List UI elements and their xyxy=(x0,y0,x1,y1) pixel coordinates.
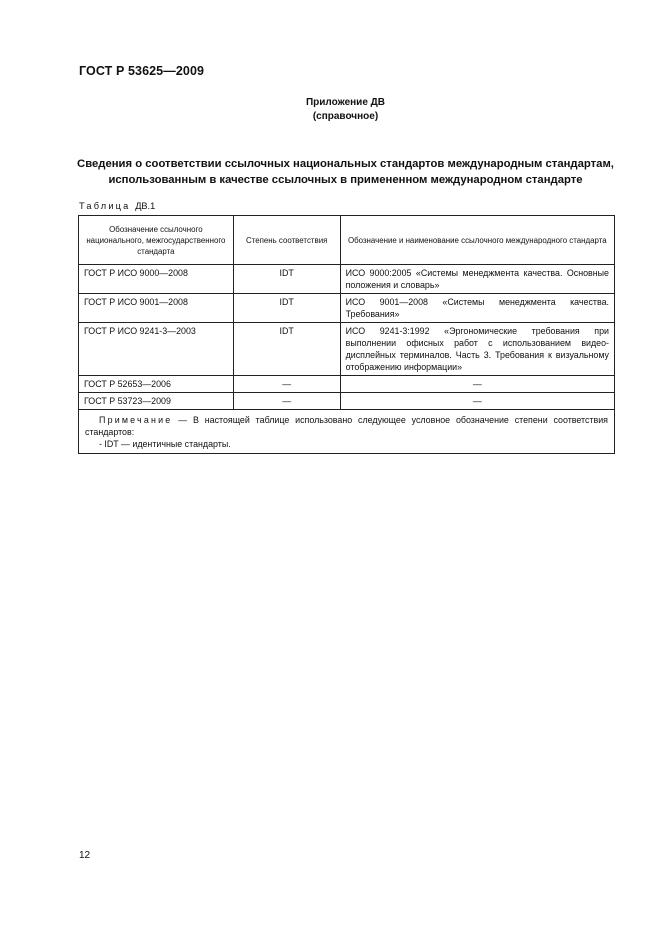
column-header-degree: Степень соответствия xyxy=(233,216,340,265)
note-item: - IDT — идентичные стандарты. xyxy=(99,439,231,449)
table-row xyxy=(79,323,615,376)
note-label: Примечание xyxy=(99,415,173,425)
section-title: Сведения о соответствии ссылочных национальных стандартов международным стандартам, использованным в качестве ссылочных в примененном международном стандарте xyxy=(77,158,614,186)
column-header-national: Обозначение ссылочного национального, межгосударственного стандарта xyxy=(79,216,234,265)
document-header: ГОСТ Р 53625—2009 xyxy=(79,64,205,78)
table-row xyxy=(79,376,615,393)
cell-national: ГОСТ Р 53723—2009 xyxy=(79,393,234,410)
table-note xyxy=(79,410,615,454)
table-note-row xyxy=(79,410,615,454)
table-row xyxy=(79,294,615,323)
cell-international: — xyxy=(340,393,614,410)
cell-degree: IDT xyxy=(233,265,340,294)
cell-national: ГОСТ Р ИСО 9001—2008 xyxy=(79,294,234,323)
table-caption-word: Таблица xyxy=(79,201,131,211)
table-caption-number: ДВ.1 xyxy=(135,201,156,211)
cell-international: ИСО 9000:2005 «Системы менеджмента качества. Основные положения и словарь» xyxy=(340,265,614,294)
correspondence-table xyxy=(78,215,615,454)
table-row xyxy=(79,393,615,410)
cell-international: — xyxy=(340,376,614,393)
page-number: 12 xyxy=(79,850,91,861)
cell-international: ИСО 9001—2008 «Системы менеджмента качества. Требования» xyxy=(340,294,614,323)
appendix-title: Приложение ДВ xyxy=(305,97,386,108)
cell-degree: — xyxy=(233,393,340,410)
table-caption xyxy=(79,201,155,211)
table-header-row xyxy=(79,216,615,265)
appendix-subtitle: (справочное) xyxy=(312,111,379,122)
cell-degree: IDT xyxy=(233,294,340,323)
cell-international: ИСО 9241-3:1992 «Эргономические требования при выполнении офисных работ с использованием видео-дисплейных терминалов. Часть 3. Требования к визуальному отображению информации» xyxy=(340,323,614,376)
cell-national: ГОСТ Р 52653—2006 xyxy=(79,376,234,393)
appendix-heading xyxy=(0,96,661,124)
note-text: — В настоящей таблице использовано следующее условное обозначение степени соответствия стандартов: xyxy=(85,415,608,437)
cell-national: ГОСТ Р ИСО 9241-3—2003 xyxy=(79,323,234,376)
cell-national: ГОСТ Р ИСО 9000—2008 xyxy=(79,265,234,294)
column-header-international: Обозначение и наименование ссылочного международного стандарта xyxy=(340,216,614,265)
cell-degree: IDT xyxy=(233,323,340,376)
table-row xyxy=(79,265,615,294)
cell-degree: — xyxy=(233,376,340,393)
